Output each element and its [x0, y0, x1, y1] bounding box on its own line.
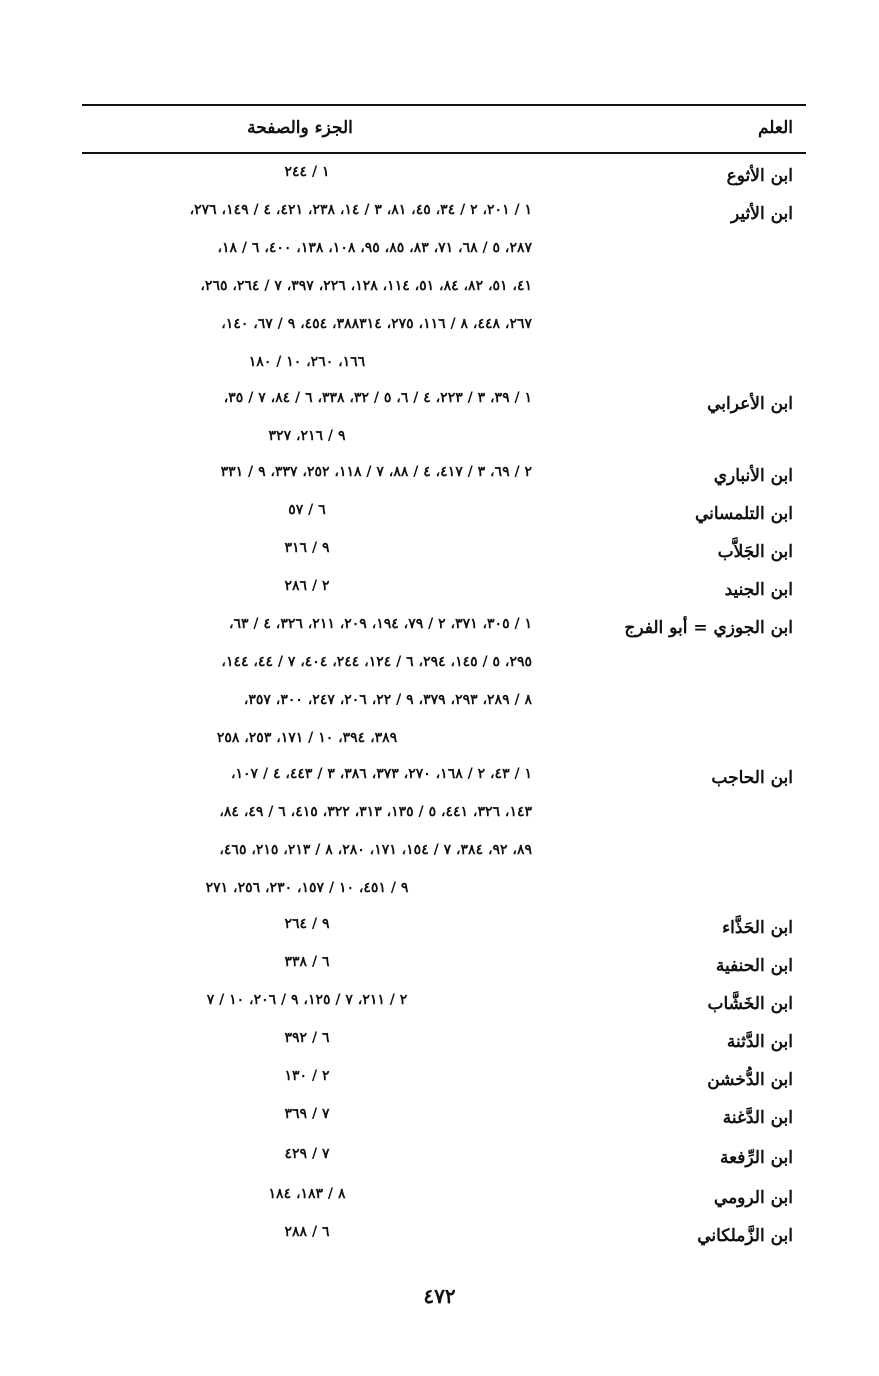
entry-refs-line: ٨ / ٢٨٩، ٢٩٣، ٣٧٩، ٩ / ٢٢، ٢٠٦، ٢٤٧، ٣٠٠، ٣٥٧، [243, 692, 532, 708]
column-header-refs: الجزء والصفحة [247, 118, 353, 138]
entry-refs-line: ١ / ٣٩، ٣ / ٢٢٣، ٤ / ٦، ٥ / ٣٢، ٣٣٨، ٦ / ٨٤، ٧ / ٣٥، [223, 390, 532, 406]
entry-refs-line: ١ / ٤٣، ٢ / ١٦٨، ٢٧٠، ٣٧٣، ٣٨٦، ٣ / ٤٤٣، ٤ / ١٠٧، [230, 766, 532, 782]
entry-name: ابن الجنيد [724, 580, 793, 600]
entry-name: ابن الخَشَّاب [707, 994, 793, 1014]
entry-refs-line: ٦ / ٥٧ [288, 502, 326, 518]
entry-refs-line: ٧ / ٤٢٩ [284, 1146, 330, 1162]
entry-refs-line: ١ / ٣٠٥، ٣٧١، ٢ / ٧٩، ١٩٤، ٢٠٩، ٢١١، ٣٢٦، ٤ / ٦٣، [228, 616, 532, 632]
entry-refs-line: ٤١، ٥١، ٨٢، ٨٤، ٥١، ١١٤، ١٢٨، ٢٢٦، ٣٩٧، ٧ / ٢٦٤، ٢٦٥، [200, 278, 532, 294]
entry-name: ابن الأعرابي [707, 394, 793, 414]
entry-refs-line: ٦ / ٣٩٢ [284, 1030, 330, 1046]
entry-name: ابن الأنباري [713, 466, 793, 486]
entry-name: ابن الزَّملكاني [697, 1226, 793, 1246]
entry-refs-line: ١٤٣، ٣٢٦، ٤٤١، ٥ / ١٣٥، ٣١٣، ٣٢٢، ٤١٥، ٦ / ٤٩، ٨٤، [219, 804, 532, 820]
entry-refs-line: ٣٨٩، ٣٩٤، ١٠ / ١٧١، ٢٥٣، ٢٥٨ [216, 730, 398, 746]
entry-name: ابن الحَذَّاء [722, 918, 793, 938]
entry-refs-line: ٢ / ٢٨٦ [284, 578, 330, 594]
column-header-name: العلم [757, 118, 793, 138]
entry-refs-line: ١٦٦، ٢٦٠، ١٠ / ١٨٠ [248, 354, 366, 370]
entry-refs-line: ٨ / ١٨٣، ١٨٤ [268, 1186, 346, 1202]
entry-refs-line: ٢ / ٦٩، ٣ / ٤١٧، ٤ / ٨٨، ٧ / ١١٨، ٢٥٢، ٣٣٧، ٩ / ٣٣١ [220, 464, 532, 480]
entry-name: ابن الجَلاَّب [717, 542, 793, 562]
entry-refs-line: ٢ / ١٣٠ [284, 1068, 330, 1084]
entry-refs-line: ٩ / ٣١٦ [284, 540, 330, 556]
entry-name: ابن الدُّخشن [707, 1070, 793, 1090]
entry-refs-line: ٢٦٧، ٤٤٨، ٨ / ١١٦، ٢٧٥، ٣٨٨٣١٤، ٤٥٤، ٩ / ٦٧، ١٤٠، [221, 316, 532, 332]
entry-refs-line: ٧ / ٣٦٩ [284, 1106, 330, 1122]
entry-refs-line: ٩ / ٢٦٤ [284, 916, 330, 932]
entry-refs-line: ٢ / ٢١١، ٧ / ١٢٥، ٩ / ٢٠٦، ١٠ / ٧ [206, 992, 408, 1008]
entry-refs-line: ٩ / ٢١٦، ٣٢٧ [268, 428, 346, 444]
entry-refs-line: ١ / ٢٤٤ [284, 164, 330, 180]
entry-name: ابن الأثوع [726, 166, 793, 186]
entry-name: ابن التلمساني [694, 504, 793, 524]
entry-refs-line: ٦ / ٢٨٨ [284, 1224, 330, 1240]
entry-refs-line: ٢٨٧، ٥ / ٦٨، ٧١، ٨٣، ٨٥، ٩٥، ١٠٨، ١٣٨، ٤٠٠، ٦ / ١٨، [217, 240, 532, 256]
entry-refs-line: ٢٩٥، ٥ / ١٤٥، ٢٩٤، ٦ / ١٢٤، ٢٤٤، ٤٠٤، ٧ / ٤٤، ١٤٤، [221, 654, 532, 670]
page-number: ٤٧٢ [423, 1284, 456, 1308]
entry-name: ابن الدَّغنة [722, 1108, 793, 1128]
entry-name: ابن الدَّثنة [726, 1032, 793, 1052]
entry-refs-line: ٩ / ٤٥١، ١٠ / ١٥٧، ٢٣٠، ٢٥٦، ٢٧١ [205, 880, 409, 896]
top-rule [82, 104, 806, 106]
entry-name: ابن الجوزي = أبو الفرج [624, 618, 793, 638]
entry-refs-line: ١ / ٢٠١، ٢ / ٣٤، ٤٥، ٨١، ٣ / ١٤، ٢٣٨، ٤٢١، ٤ / ١٤٩، ٢٧٦، [189, 202, 532, 218]
entry-refs-line: ٨٩، ٩٢، ٣٨٤، ٧ / ١٥٤، ١٧١، ٢٨٠، ٨ / ٢١٣، ٢١٥، ٤٦٥، [219, 842, 532, 858]
entry-name: ابن الأثير [731, 204, 793, 224]
entry-name: ابن الرومي [713, 1188, 793, 1208]
entry-name: ابن الحاجب [711, 768, 793, 788]
entry-name: ابن الحنفية [715, 956, 793, 976]
entry-refs-line: ٦ / ٣٣٨ [284, 954, 330, 970]
entry-name: ابن الرِّفعة [719, 1148, 793, 1168]
